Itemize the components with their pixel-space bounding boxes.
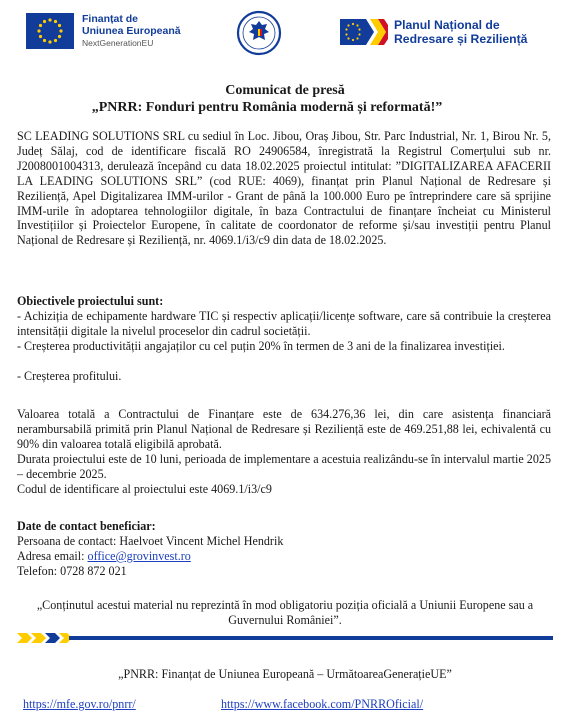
project-code: Codul de identificare al proiectului este 4069.1/i3/c9 [17,482,272,496]
objective-item-1: - Achiziția de echipamente hardware TIC și respectiv aplicații/licențe software, care să contribuie la creșterea intensității digitale la nivelul proceselor din cadrul societății. [17,309,551,338]
contact-email-line [17,549,551,564]
footer-tagline: „PNRR: Finanțat de Uniunea Europeană – UrmătoareaGenerațieUE” [118,667,452,681]
pnrr-logo-line1: Planul Național de [394,18,500,32]
header-logos [0,0,570,66]
decorative-stripe [17,633,553,643]
press-release-subtitle: „PNRR: Fonduri pentru România modernă și reformată!” [91,100,443,115]
stripe-band [69,636,553,640]
contact-person-name: Haelvoet Vincent Michel Hendrik [119,534,284,548]
contact-phone-line [17,564,551,579]
footer-link-facebook[interactable]: https://www.facebook.com/PNRROficial/ [221,697,424,711]
romanian-government-seal-icon [236,10,282,56]
eu-logo-line2: Uniunea Europeană [82,25,181,37]
contact-heading: Date de contact beneficiar: [17,519,156,533]
contact-email-label: Adresa email: [17,549,88,563]
pnrr-flag-icon [340,17,388,47]
pnrr-logo-line2: Redresare și Reziliență [394,32,528,46]
contact-person-line [17,534,551,549]
intro-paragraph: SC LEADING SOLUTIONS SRL cu sediul în Loc. Jibou, Oraș Jibou, Str. Parc Industrial, Nr. 1, Birou Nr. 5, Județ Sălaj, cod de identificare fiscală RO 24906584, înregistrată la Registrul Comerțului sub nr. J2008001004313, derulează începând cu data 18.02.2025 proiectul intitulat: ”DIGITALIZAREA AFACERII LA LEADING SOLUTIONS SRL” (cod RUE: 4069), finanțat prin Planul Național de Redresare și Reziliență, Apel Digitalizarea IMM-urilor - Grant de până la 100.000 Euro pe întreprindere care să sprijine IMM-urile în adoptarea tehnologiilor digitale, în baza Contractului de finanțare încheiat cu Ministerul Investițiilor și Proiectelor Europene, în calitate de coordonator de reforme și/sau investiții pentru Planul Național de Redresare și Reziliență, nr. 4069.1/i3/c9 din data de 18.02.2025. [17,129,551,248]
eu-logo-line1: Finanțat de [82,13,139,25]
disclaimer: „Conținutul acestui material nu reprezintă în mod obligatoriu poziția oficială a Uniunii Europene sau a Guvernului României”. [36,598,534,627]
contact-phone-number: 0728 872 021 [60,564,127,578]
contact-phone-label: Telefon: [17,564,61,578]
financing-duration: Durata proiectului este de 10 luni, perioada de implementare a acestuia realizându-se în intervalul martie 2025 – decembrie 2025. [17,452,551,481]
objective-item-3: - Creșterea profitului. [17,369,122,383]
contact-email-link[interactable]: office@grovinvest.ro [87,549,191,563]
press-release-title: Comunicat de presă [225,83,345,98]
eu-flag-icon [26,13,74,49]
pnrr-logo [340,17,527,47]
footer-link-mfe[interactable]: https://mfe.gov.ro/pnrr/ [23,697,136,711]
financing-value: Valoarea totală a Contractului de Finanțare este de 634.276,36 lei, din care asistența financiară nerambursabilă primită prin Planul Național de Redresare și Reziliență este de 469.251,88 lei, echivalentă cu 90% din valoarea totală eligibilă aprobată. [17,407,551,451]
stripe-chevrons-icon [17,633,77,643]
eu-logo-line3: NextGenerationEU [82,38,154,48]
objective-item-2: - Creșterea productivității angajaților cu cel puțin 20% în termen de 3 ani de la finalizarea investiției. [17,339,505,353]
eu-funding-logo [26,13,181,49]
contact-person-label: Persoana de contact: [17,534,120,548]
objectives-heading: Obiectivele proiectului sunt: [17,294,164,308]
